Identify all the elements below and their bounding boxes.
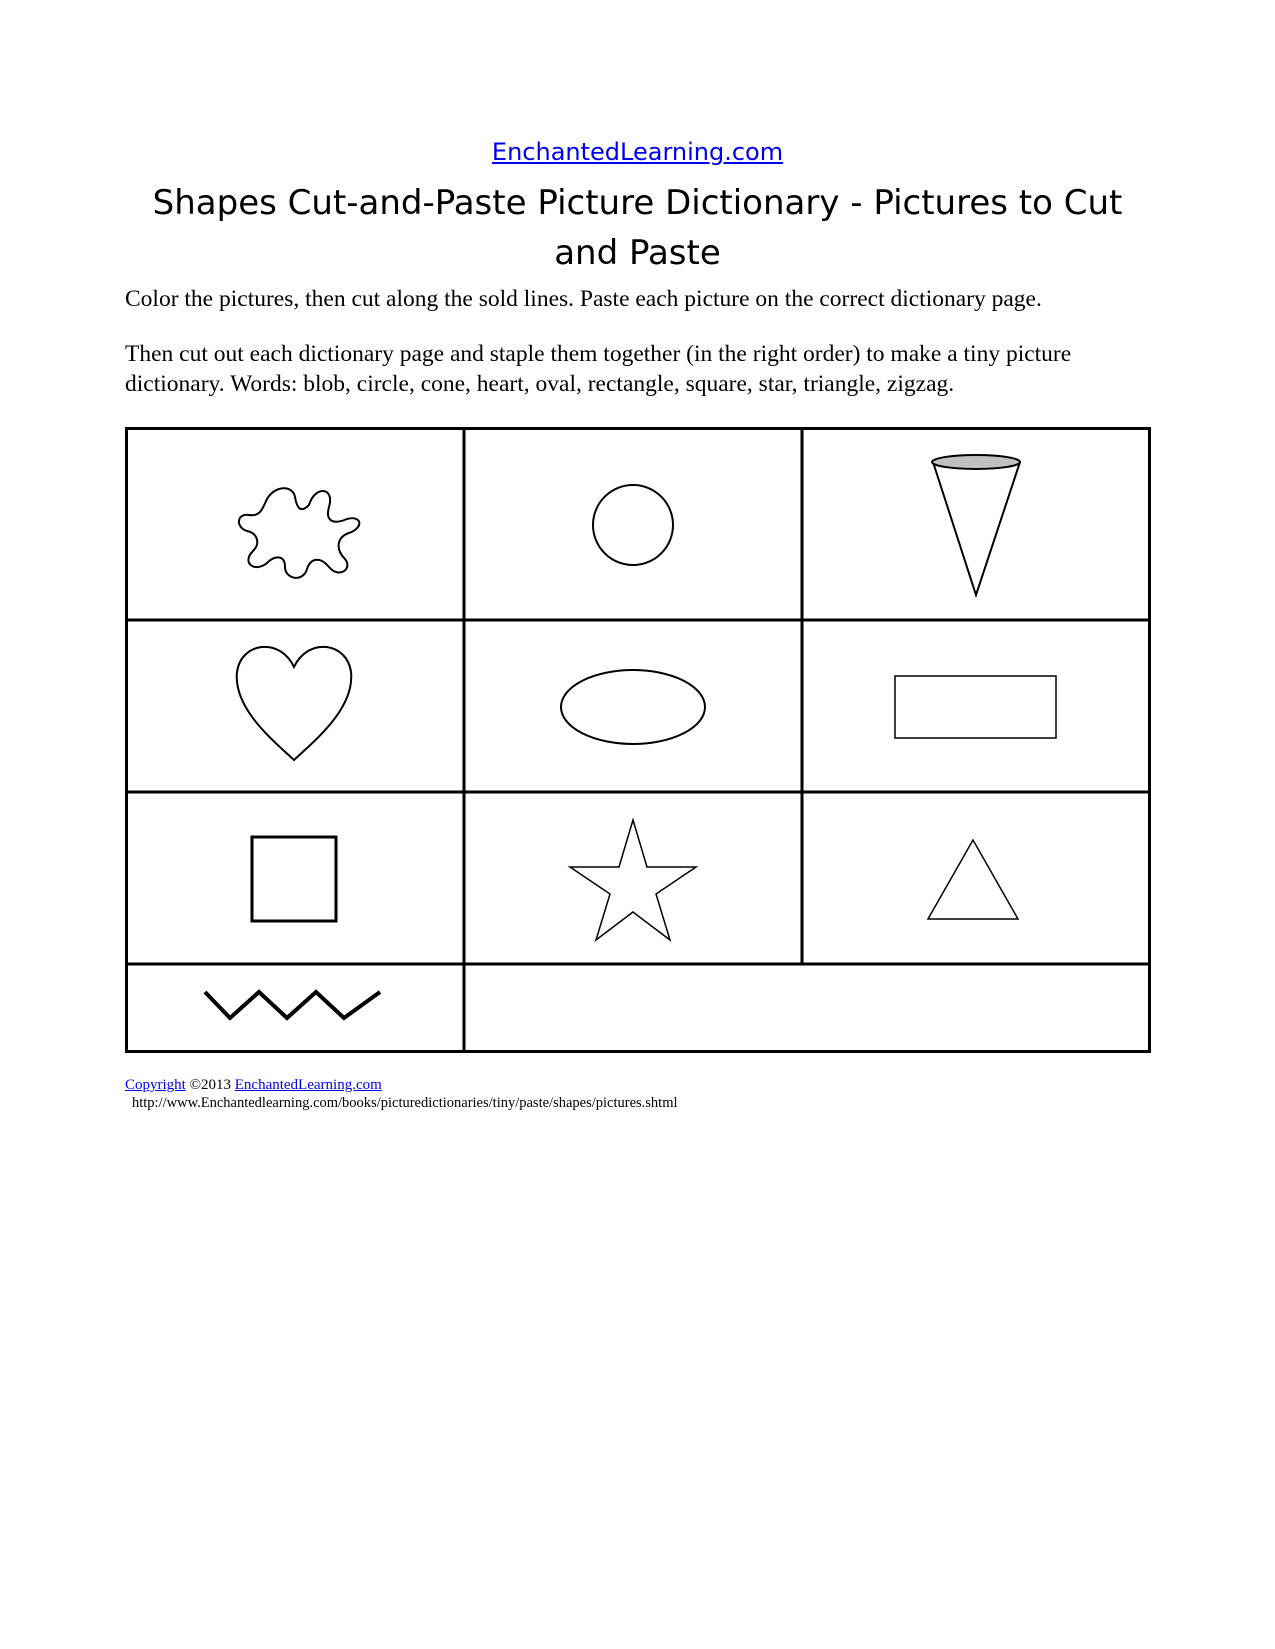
site-link[interactable]: EnchantedLearning.com	[491, 138, 784, 166]
zigzag-picture	[205, 992, 380, 1018]
square-picture	[252, 837, 336, 921]
footer-site-link[interactable]: EnchantedLearning.com	[234, 1077, 382, 1093]
footer	[125, 1076, 678, 1112]
cone-picture	[932, 455, 1020, 595]
heart-picture	[237, 647, 352, 760]
copyright-link[interactable]: Copyright	[125, 1077, 186, 1093]
instructions-line-2: Then cut out each dictionary page and staple them together (in the right order) to make a tiny picture dictionary. Words: blob, circle, cone, heart, oval, rectangle, square, star, triangle, zigzag.	[125, 341, 1072, 397]
footer-copyright-line	[125, 1076, 678, 1094]
page-title: Shapes Cut-and-Paste Picture Dictionary - Pictures to Cut and Paste	[152, 183, 1123, 273]
oval-picture	[561, 670, 705, 744]
instructions-line-1: Color the pictures, then cut along the sold lines. Paste each picture on the correct dictionary page.	[125, 286, 1042, 312]
picture-grid-svg	[125, 427, 1151, 1053]
footer-url: http://www.Enchantedlearning.com/books/picturedictionaries/tiny/paste/shapes/pictures.shtml	[132, 1095, 678, 1111]
star-picture	[570, 820, 696, 940]
circle-picture	[593, 485, 673, 565]
copyright-year: ©2013	[189, 1077, 231, 1093]
picture-grid	[125, 427, 1151, 1053]
rectangle-picture	[895, 676, 1056, 738]
triangle-picture	[928, 840, 1018, 919]
grid-lines	[127, 429, 1150, 1052]
blob-picture	[239, 488, 359, 578]
